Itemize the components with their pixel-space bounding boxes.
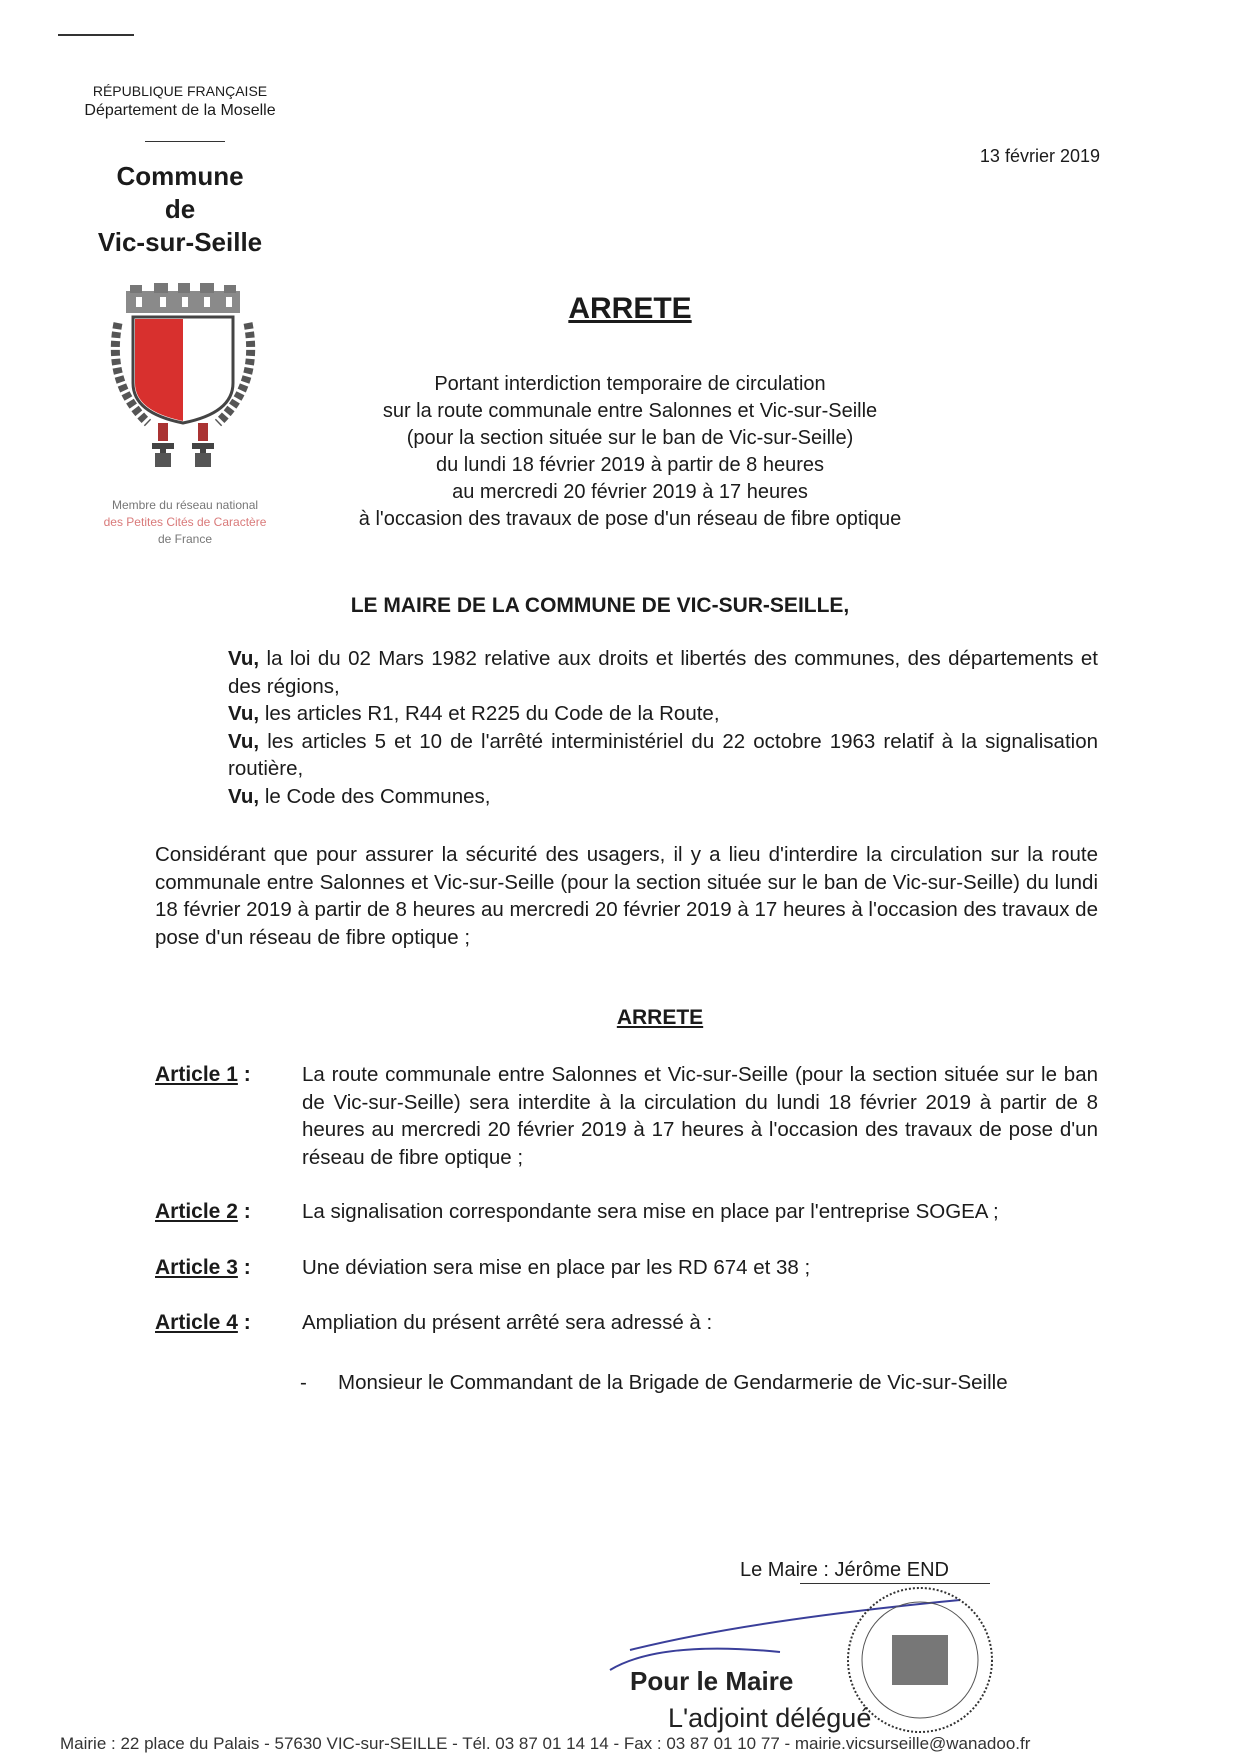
vu-text: la loi du 02 Mars 1982 relative aux droits et libertés des communes, des départements et des régions,: [228, 647, 1098, 698]
member-line-3: de France: [157, 532, 213, 546]
header-divider: [145, 141, 225, 142]
article-3-text: Une déviation sera mise en place par les RD 674 et 38 ;: [302, 1256, 811, 1279]
vu-lead: Vu,: [228, 647, 260, 670]
document-subtitle: [270, 371, 990, 533]
official-stamp-signature: [600, 1580, 1000, 1755]
subtitle-line: Portant interdiction temporaire de circulation: [434, 373, 826, 395]
vu-paragraph: [228, 783, 1098, 811]
republic-header: [60, 82, 300, 120]
commune-line-2: de: [164, 194, 196, 224]
article-3-label: [155, 1256, 285, 1280]
mayor-signature-name: Le Maire : Jérôme END: [740, 1559, 949, 1581]
coat-of-arms-icon: [108, 283, 258, 473]
arrete-heading: ARRETE: [616, 1006, 704, 1029]
mayor-heading: LE MAIRE DE LA COMMUNE DE VIC-SUR-SEILLE,: [350, 594, 850, 617]
subtitle-line: au mercredi 20 février 2019 à 17 heures: [452, 481, 808, 503]
article-4-text: Ampliation du présent arrêté sera adressé à :: [302, 1311, 713, 1334]
document-date: 13 février 2019: [979, 146, 1100, 166]
subtitle-line: du lundi 18 février 2019 à partir de 8 heures: [435, 454, 825, 476]
commune-line-3: Vic-sur-Seille: [97, 227, 263, 257]
member-line-1: Membre du réseau national: [111, 498, 259, 512]
stamp-line-1: Pour le Maire: [630, 1666, 794, 1696]
scan-mark-line: [58, 34, 134, 36]
subtitle-line: sur la route communale entre Salonnes et Vic-sur-Seille: [382, 400, 878, 422]
vu-text: les articles 5 et 10 de l'arrêté interministériel du 22 octobre 1963 relatif à la signalisation routière,: [228, 729, 1098, 780]
considerant-paragraph: Considérant que pour assurer la sécurité des usagers, il y a lieu d'interdire la circulation sur la route communale entre Salonnes et Vic-sur-Seille (pour la section située sur le ban de Vic-sur-Seille) du lundi 18 février 2019 à partir de 8 heures au mercredi 20 février 2019 à 17 heures à l'occasion des travaux de pose d'un réseau de fibre optique ;: [155, 843, 1098, 949]
member-line-2: des Petites Cités de Caractère: [103, 515, 267, 529]
article-4-label: [155, 1311, 285, 1335]
article-label-text: Article 2: [155, 1200, 238, 1223]
article-label-text: Article 3: [155, 1256, 238, 1279]
article-label-text: Article 1: [155, 1063, 238, 1086]
subtitle-line: (pour la section située sur le ban de Vic-sur-Seille): [406, 427, 854, 449]
article-2-label: [155, 1200, 285, 1224]
article-colon: :: [237, 1063, 251, 1086]
article-1-label: [155, 1063, 285, 1087]
republic-label: RÉPUBLIQUE FRANÇAISE: [92, 83, 268, 99]
recipient-text: Monsieur le Commandant de la Brigade de Gendarmerie de Vic-sur-Seille: [338, 1371, 1008, 1394]
article-2-text: La signalisation correspondante sera mise en place par l'entreprise SOGEA ;: [302, 1200, 999, 1223]
vu-paragraph: [228, 645, 1098, 700]
vu-lead: Vu,: [228, 729, 260, 753]
footer-address: Mairie : 22 place du Palais - 57630 VIC-sur-SEILLE - Tél. 03 87 01 14 14 - Fax : 03 87 01 10 77 - mairie.vicsurseille@wanadoo.fr: [60, 1734, 1031, 1753]
subtitle-line: à l'occasion des travaux de pose d'un réseau de fibre optique: [358, 508, 902, 530]
vu-text: le Code des Communes,: [259, 784, 491, 808]
article-1-text: La route communale entre Salonnes et Vic-sur-Seille (pour la section située sur le ban de Vic-sur-Seille) sera interdite à la circulation du lundi 18 février 2019 à partir de 8 heures au mercredi 20 février 2019 à 17 heures à l'occasion des travaux de pose d'un réseau de fibre optique ;: [302, 1063, 1098, 1169]
legal-references: [228, 645, 1098, 810]
vu-lead: Vu,: [228, 702, 260, 725]
vu-text: les articles R1, R44 et R225 du Code de la Route,: [259, 702, 720, 725]
vu-paragraph: [228, 728, 1098, 783]
article-label-text: Article 4: [155, 1311, 238, 1334]
vu-lead: Vu,: [228, 784, 260, 808]
vu-paragraph: [228, 700, 1098, 728]
commune-line-1: Commune: [116, 161, 244, 191]
article-colon: :: [237, 1311, 251, 1334]
document-title: ARRETE: [568, 292, 692, 325]
list-dash: -: [300, 1371, 307, 1394]
article-colon: :: [237, 1200, 251, 1223]
department-label: Département de la Moselle: [84, 102, 276, 119]
article-colon: :: [237, 1256, 251, 1279]
recipient-list-item: [300, 1371, 1100, 1395]
stamp-line-2: L'adjoint délégué: [668, 1703, 872, 1733]
commune-name: [60, 160, 300, 259]
